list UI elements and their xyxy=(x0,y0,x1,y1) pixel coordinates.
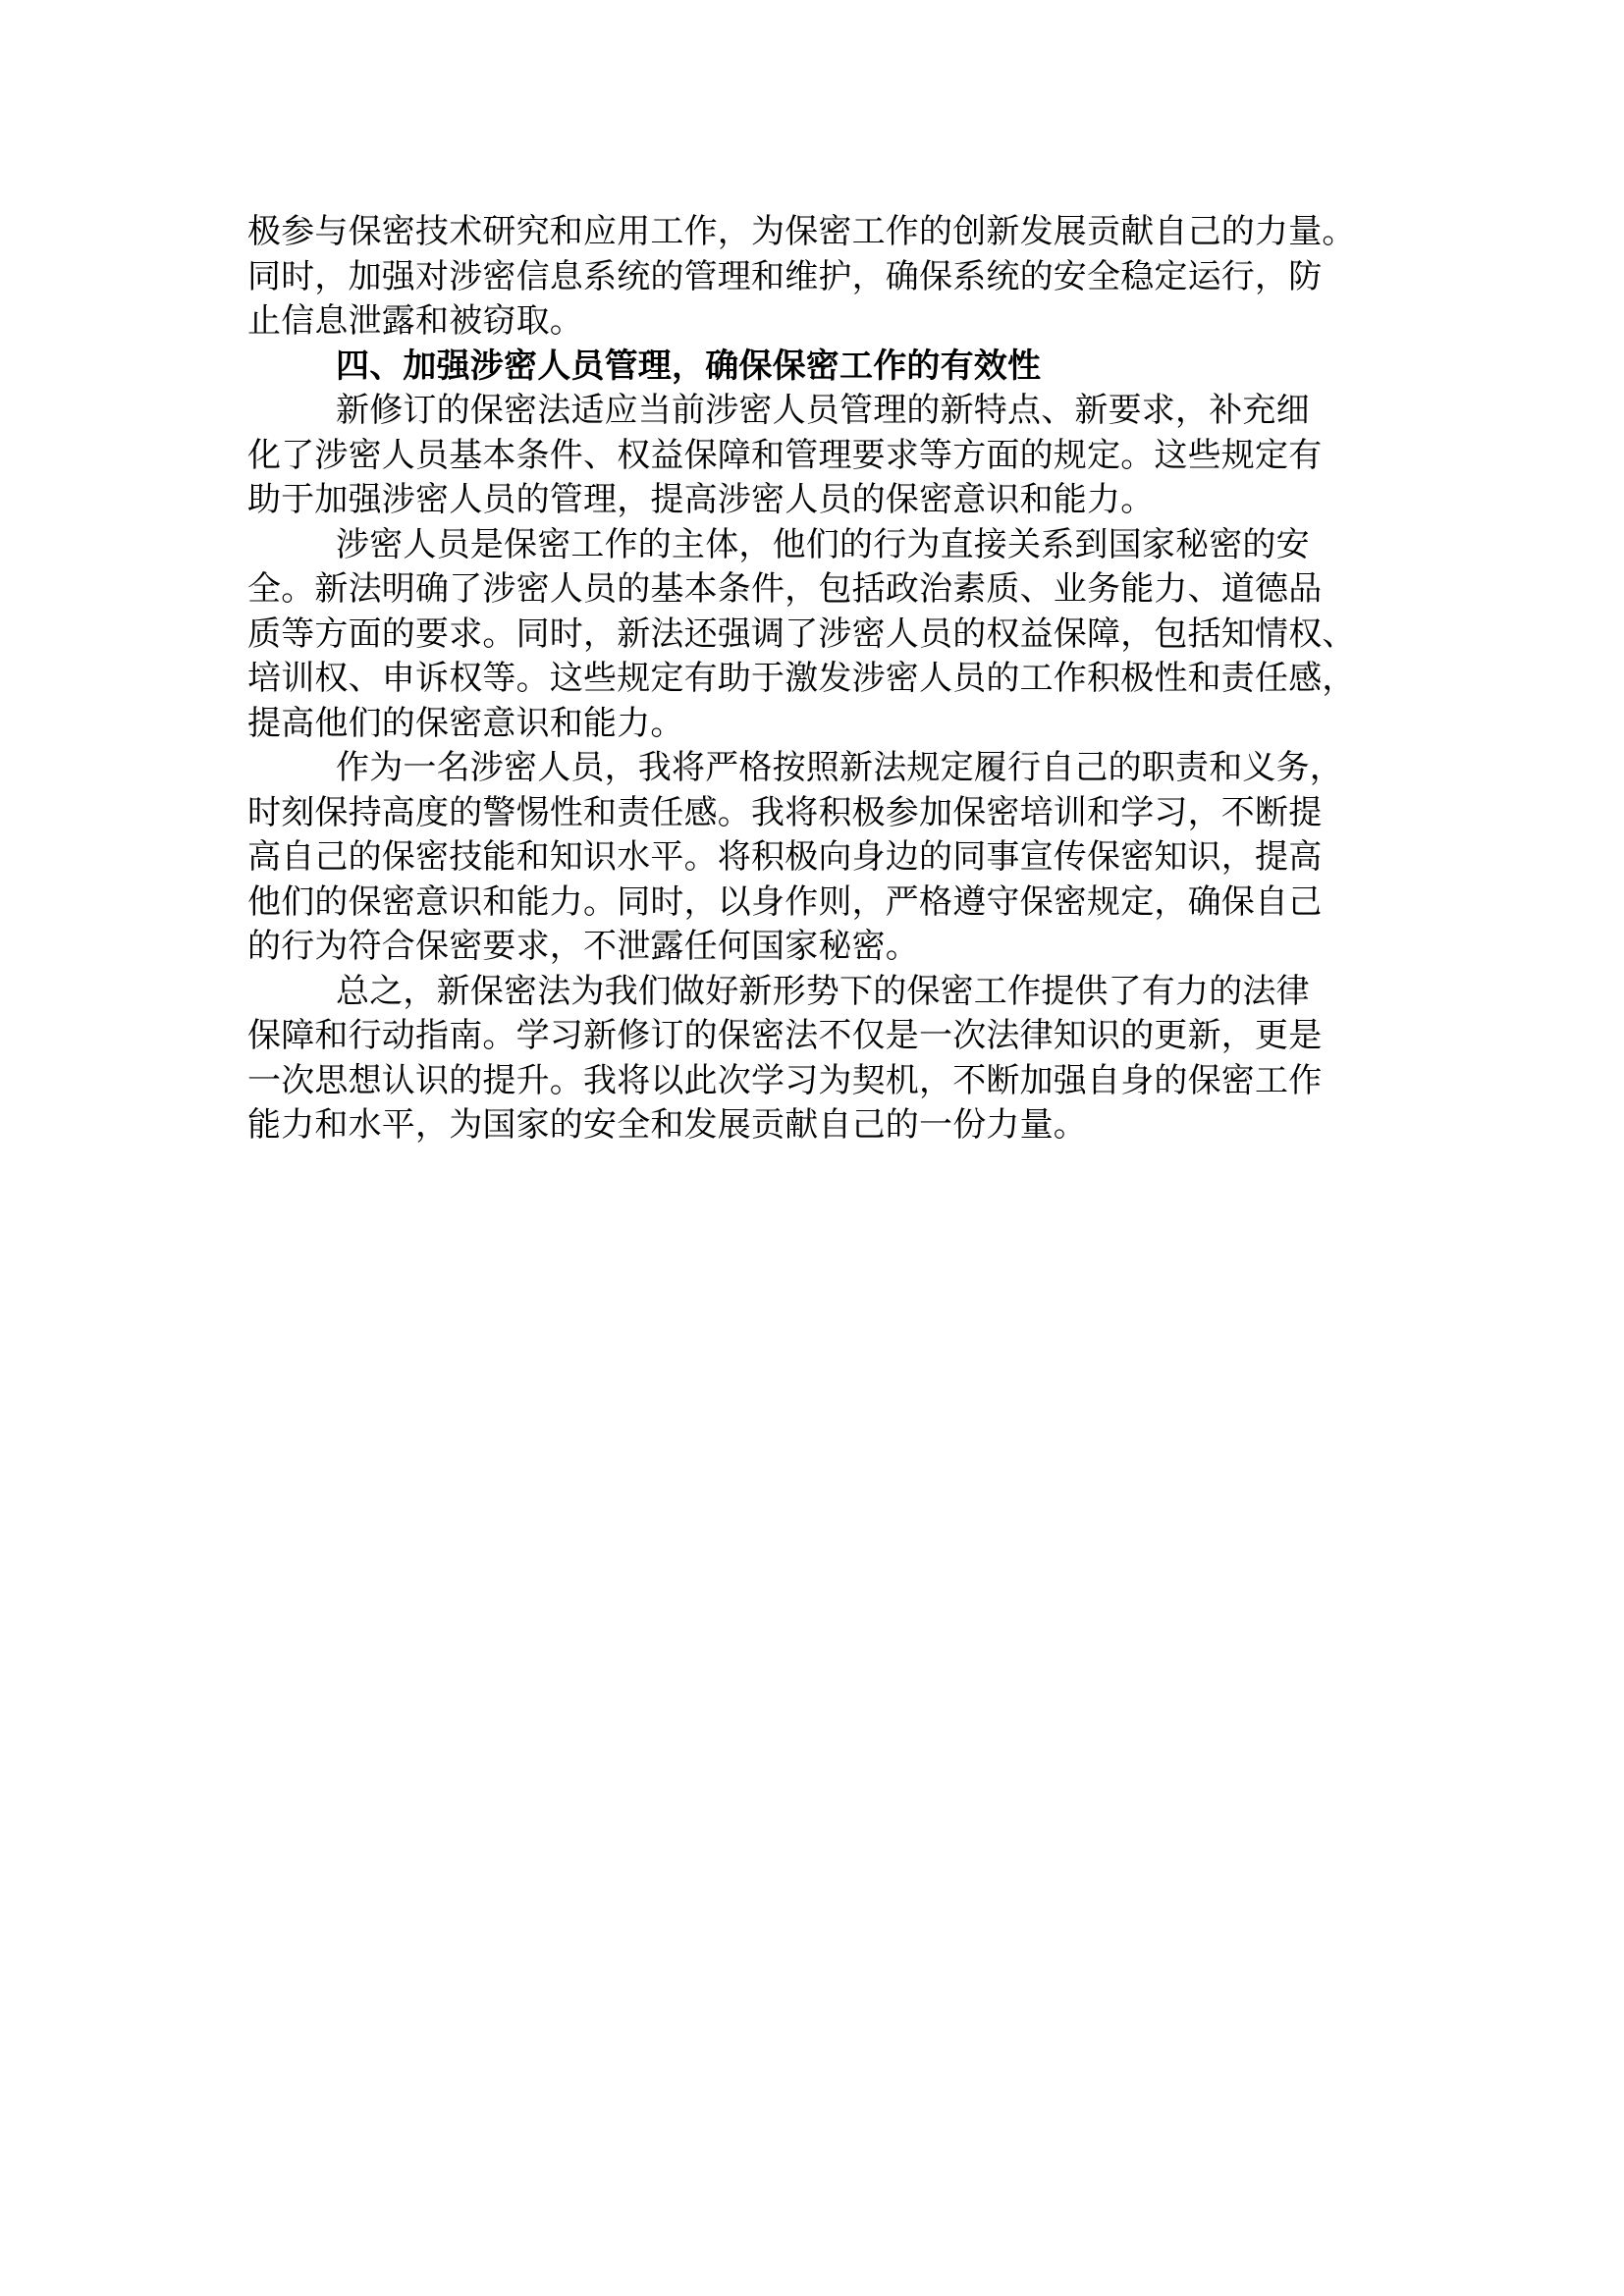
text-line: 高自己的保密技能和知识水平。将积极向身边的同事宣传保密知识，提高 xyxy=(247,837,1323,877)
text-line: 化了涉密人员基本条件、权益保障和管理要求等方面的规定。这些规定有 xyxy=(247,435,1323,475)
text-line: 同时，加强对涉密信息系统的管理和维护，确保系统的安全稳定运行，防 xyxy=(247,256,1323,296)
text-line: 培训权、申诉权等。这些规定有助于激发涉密人员的工作积极性和责任感， xyxy=(247,659,1356,698)
paragraph-3 xyxy=(247,746,1386,970)
text-line: 全。新法明确了涉密人员的基本条件，包括政治素质、业务能力、道德品 xyxy=(247,569,1323,609)
text-line: 极参与保密技术研究和应用工作，为保密工作的创新发展贡献自己的力量。 xyxy=(247,212,1356,251)
text-line: 的行为符合保密要求，不泄露任何国家秘密。 xyxy=(247,927,919,966)
text-line: 时刻保持高度的警惕性和责任感。我将积极参加保密培训和学习，不断提 xyxy=(247,792,1323,832)
text-line: 一次思想认识的提升。我将以此次学习为契机，不断加强自身的保密工作 xyxy=(247,1060,1323,1100)
text-line: 他们的保密意识和能力。同时，以身作则，严格遵守保密规定，确保自己 xyxy=(247,881,1323,922)
text-line: 作为一名涉密人员，我将严格按照新法规定履行自己的职责和义务， xyxy=(336,748,1343,787)
text-line: 新修订的保密法适应当前涉密人员管理的新特点、新要求，补充细 xyxy=(336,391,1310,430)
paragraph-2 xyxy=(247,523,1386,747)
text-line: 能力和水平，为国家的安全和发展贡献自己的一份力量。 xyxy=(247,1105,1087,1145)
paragraph-4 xyxy=(247,970,1386,1148)
text-line: 总之，新保密法为我们做好新形势下的保密工作提供了有力的法律 xyxy=(336,971,1310,1011)
section-heading: 四、加强涉密人员管理，确保保密工作的有效性 xyxy=(336,346,1042,386)
paragraph-1 xyxy=(247,389,1386,523)
continuation-paragraph xyxy=(247,210,1386,345)
text-line: 止信息泄露和被窃取。 xyxy=(247,301,583,341)
text-line: 质等方面的要求。同时，新法还强调了涉密人员的权益保障，包括知情权、 xyxy=(247,614,1356,654)
text-line: 助于加强涉密人员的管理，提高涉密人员的保密意识和能力。 xyxy=(247,480,1155,519)
document-page xyxy=(247,210,1386,1148)
text-line: 提高他们的保密意识和能力。 xyxy=(247,703,684,743)
text-line: 涉密人员是保密工作的主体，他们的行为直接关系到国家秘密的安 xyxy=(336,524,1310,564)
text-line: 保障和行动指南。学习新修订的保密法不仅是一次法律知识的更新，更是 xyxy=(247,1016,1323,1055)
